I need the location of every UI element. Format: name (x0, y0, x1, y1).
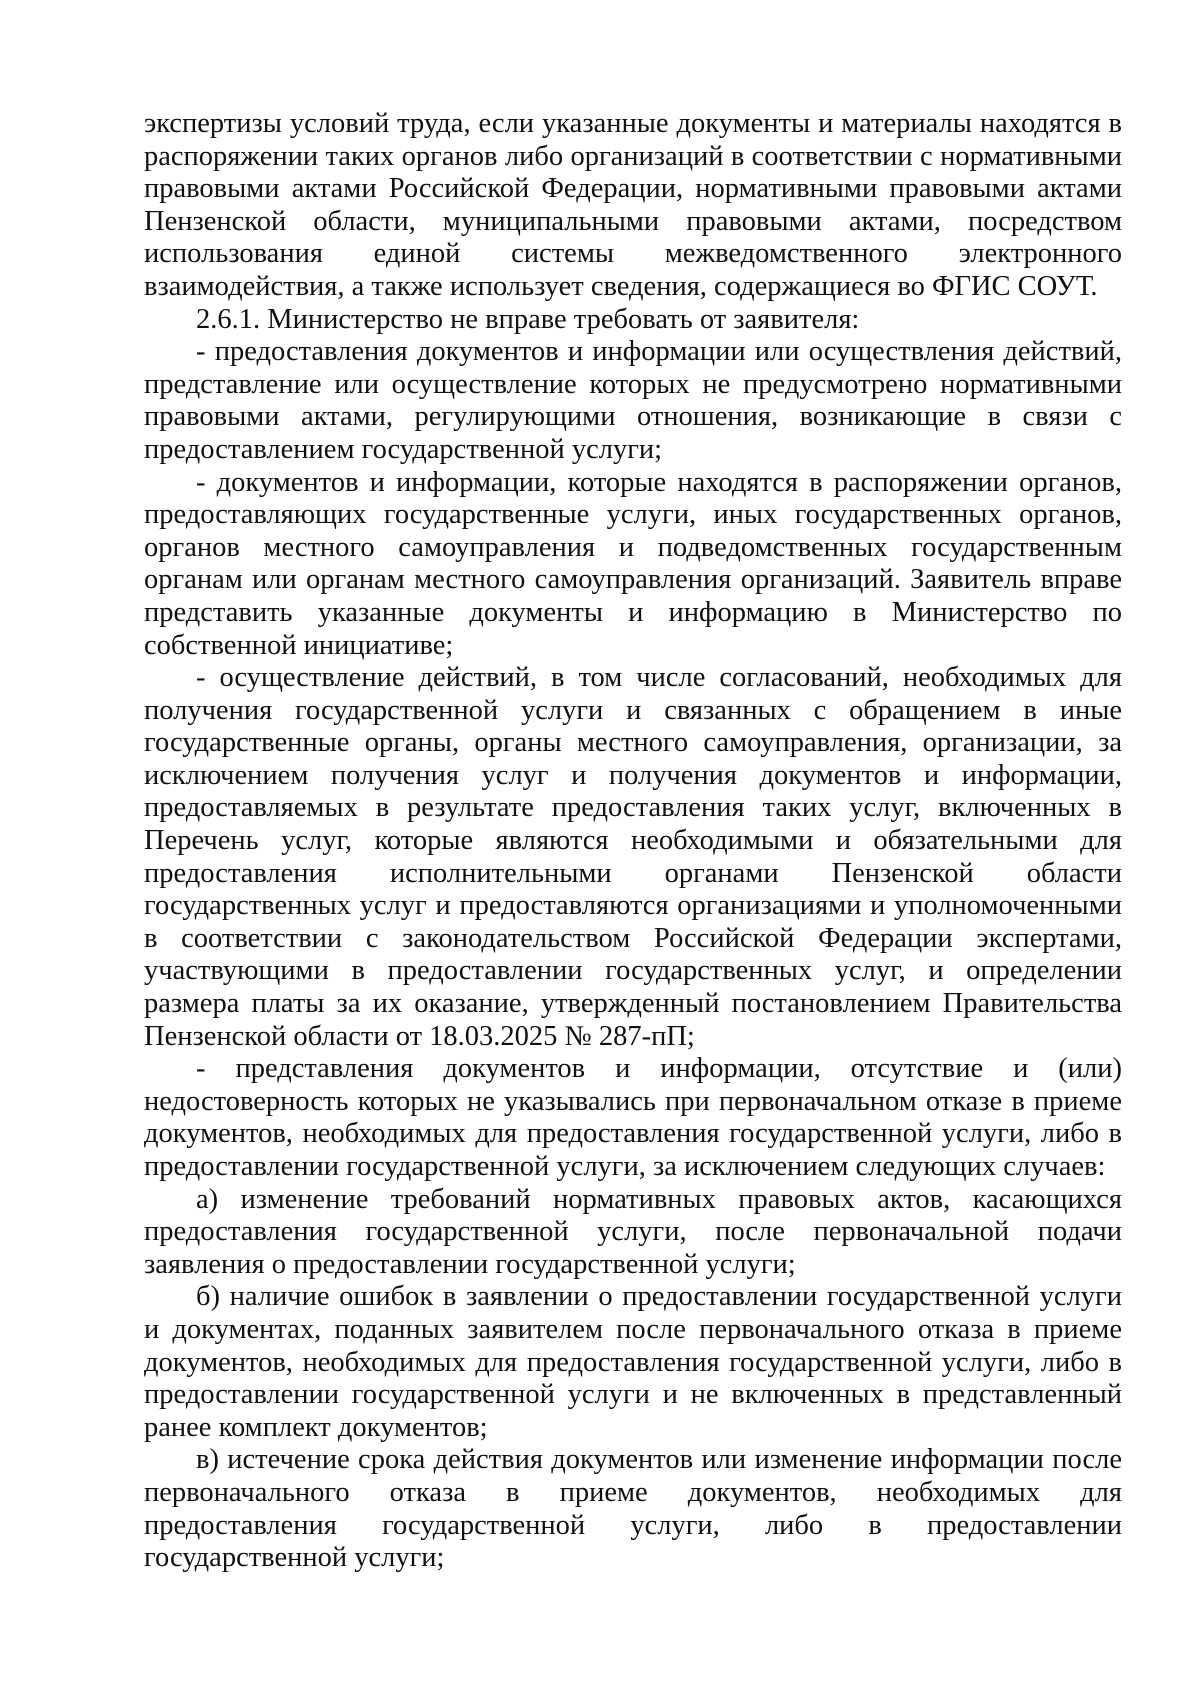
list-item-documents-not-required: - предоставления документов и информации или осуществления действий, представление или осуществление которых не предусмотрено нормативными правовыми актами, регулирующими отношения, возникающие в связи с предоставлением государственной услуги; (144, 336, 1122, 465)
case-a-requirements-change: а) изменение требований нормативных правовых актов, касающихся предоставления государственной услуги, после первоначальной подачи заявления о предоставлении государственной услуги; (144, 1183, 1122, 1280)
document-body (144, 108, 1122, 1575)
list-item-actions-approvals: - осуществление действий, в том числе согласований, необходимых для получения государственной услуги и связанных с обращением в иные государственные органы, органы местного самоуправления, организации, за исключением получения услуг и получения документов и информации, предоставляемых в результате предоставления таких услуг, включенных в Перечень услуг, которые являются необходимыми и обязательными для предоставления исполнительными органами Пензенской области государственных услуг и предоставляются организациями и уполномоченными в соответствии с законодательством Российской Федерации экспертами, участвующими в предоставлении государственных услуг, и определении размера платы за их оказание, утвержденный постановлением Правительства Пензенской области от 18.03.2025 № 287-пП; (144, 662, 1122, 1052)
list-item-documents-in-possession: - документов и информации, которые находятся в распоряжении органов, предоставляющих государственные услуги, иных государственных органов, органов местного самоуправления и подведомственных государственным органам или органам местного самоуправления организаций. Заявитель вправе представить указанные документы и информацию в Министерство по собственной инициативе; (144, 466, 1122, 661)
paragraph-continuation: экспертизы условий труда, если указанные документы и материалы находятся в распоряжении таких органов либо организаций в соответствии с нормативными правовыми актами Российской Федерации, нормативными правовыми актами Пензенской области, муниципальными правовыми актами, посредством использования единой системы межведомственного электронного взаимодействия, а также использует сведения, содержащиеся во ФГИС СОУТ. (144, 108, 1122, 302)
case-c-document-expiry: в) истечение срока действия документов или изменение информации после первоначального отказа в приеме документов, необходимых для предоставления государственной услуги, либо в предоставлении государственной услуги; (144, 1444, 1122, 1574)
case-b-errors-in-application: б) наличие ошибок в заявлении о предоставлении государственной услуги и документах, поданных заявителем после первоначального отказа в приеме документов, необходимых для предоставления государственной услуги, либо в предоставлении государственной услуги и не включенных в представленный ранее комплект документов; (144, 1281, 1122, 1443)
paragraph-2-6-1: 2.6.1. Министерство не вправе требовать от заявителя: (196, 303, 860, 335)
list-item-documents-after-refusal: - представления документов и информации, отсутствие и (или) недостоверность которых не указывались при первоначальном отказе в приеме документов, необходимых для предоставления государственной услуги, либо в предоставлении государственной услуги, за исключением следующих случаев: (144, 1053, 1122, 1182)
